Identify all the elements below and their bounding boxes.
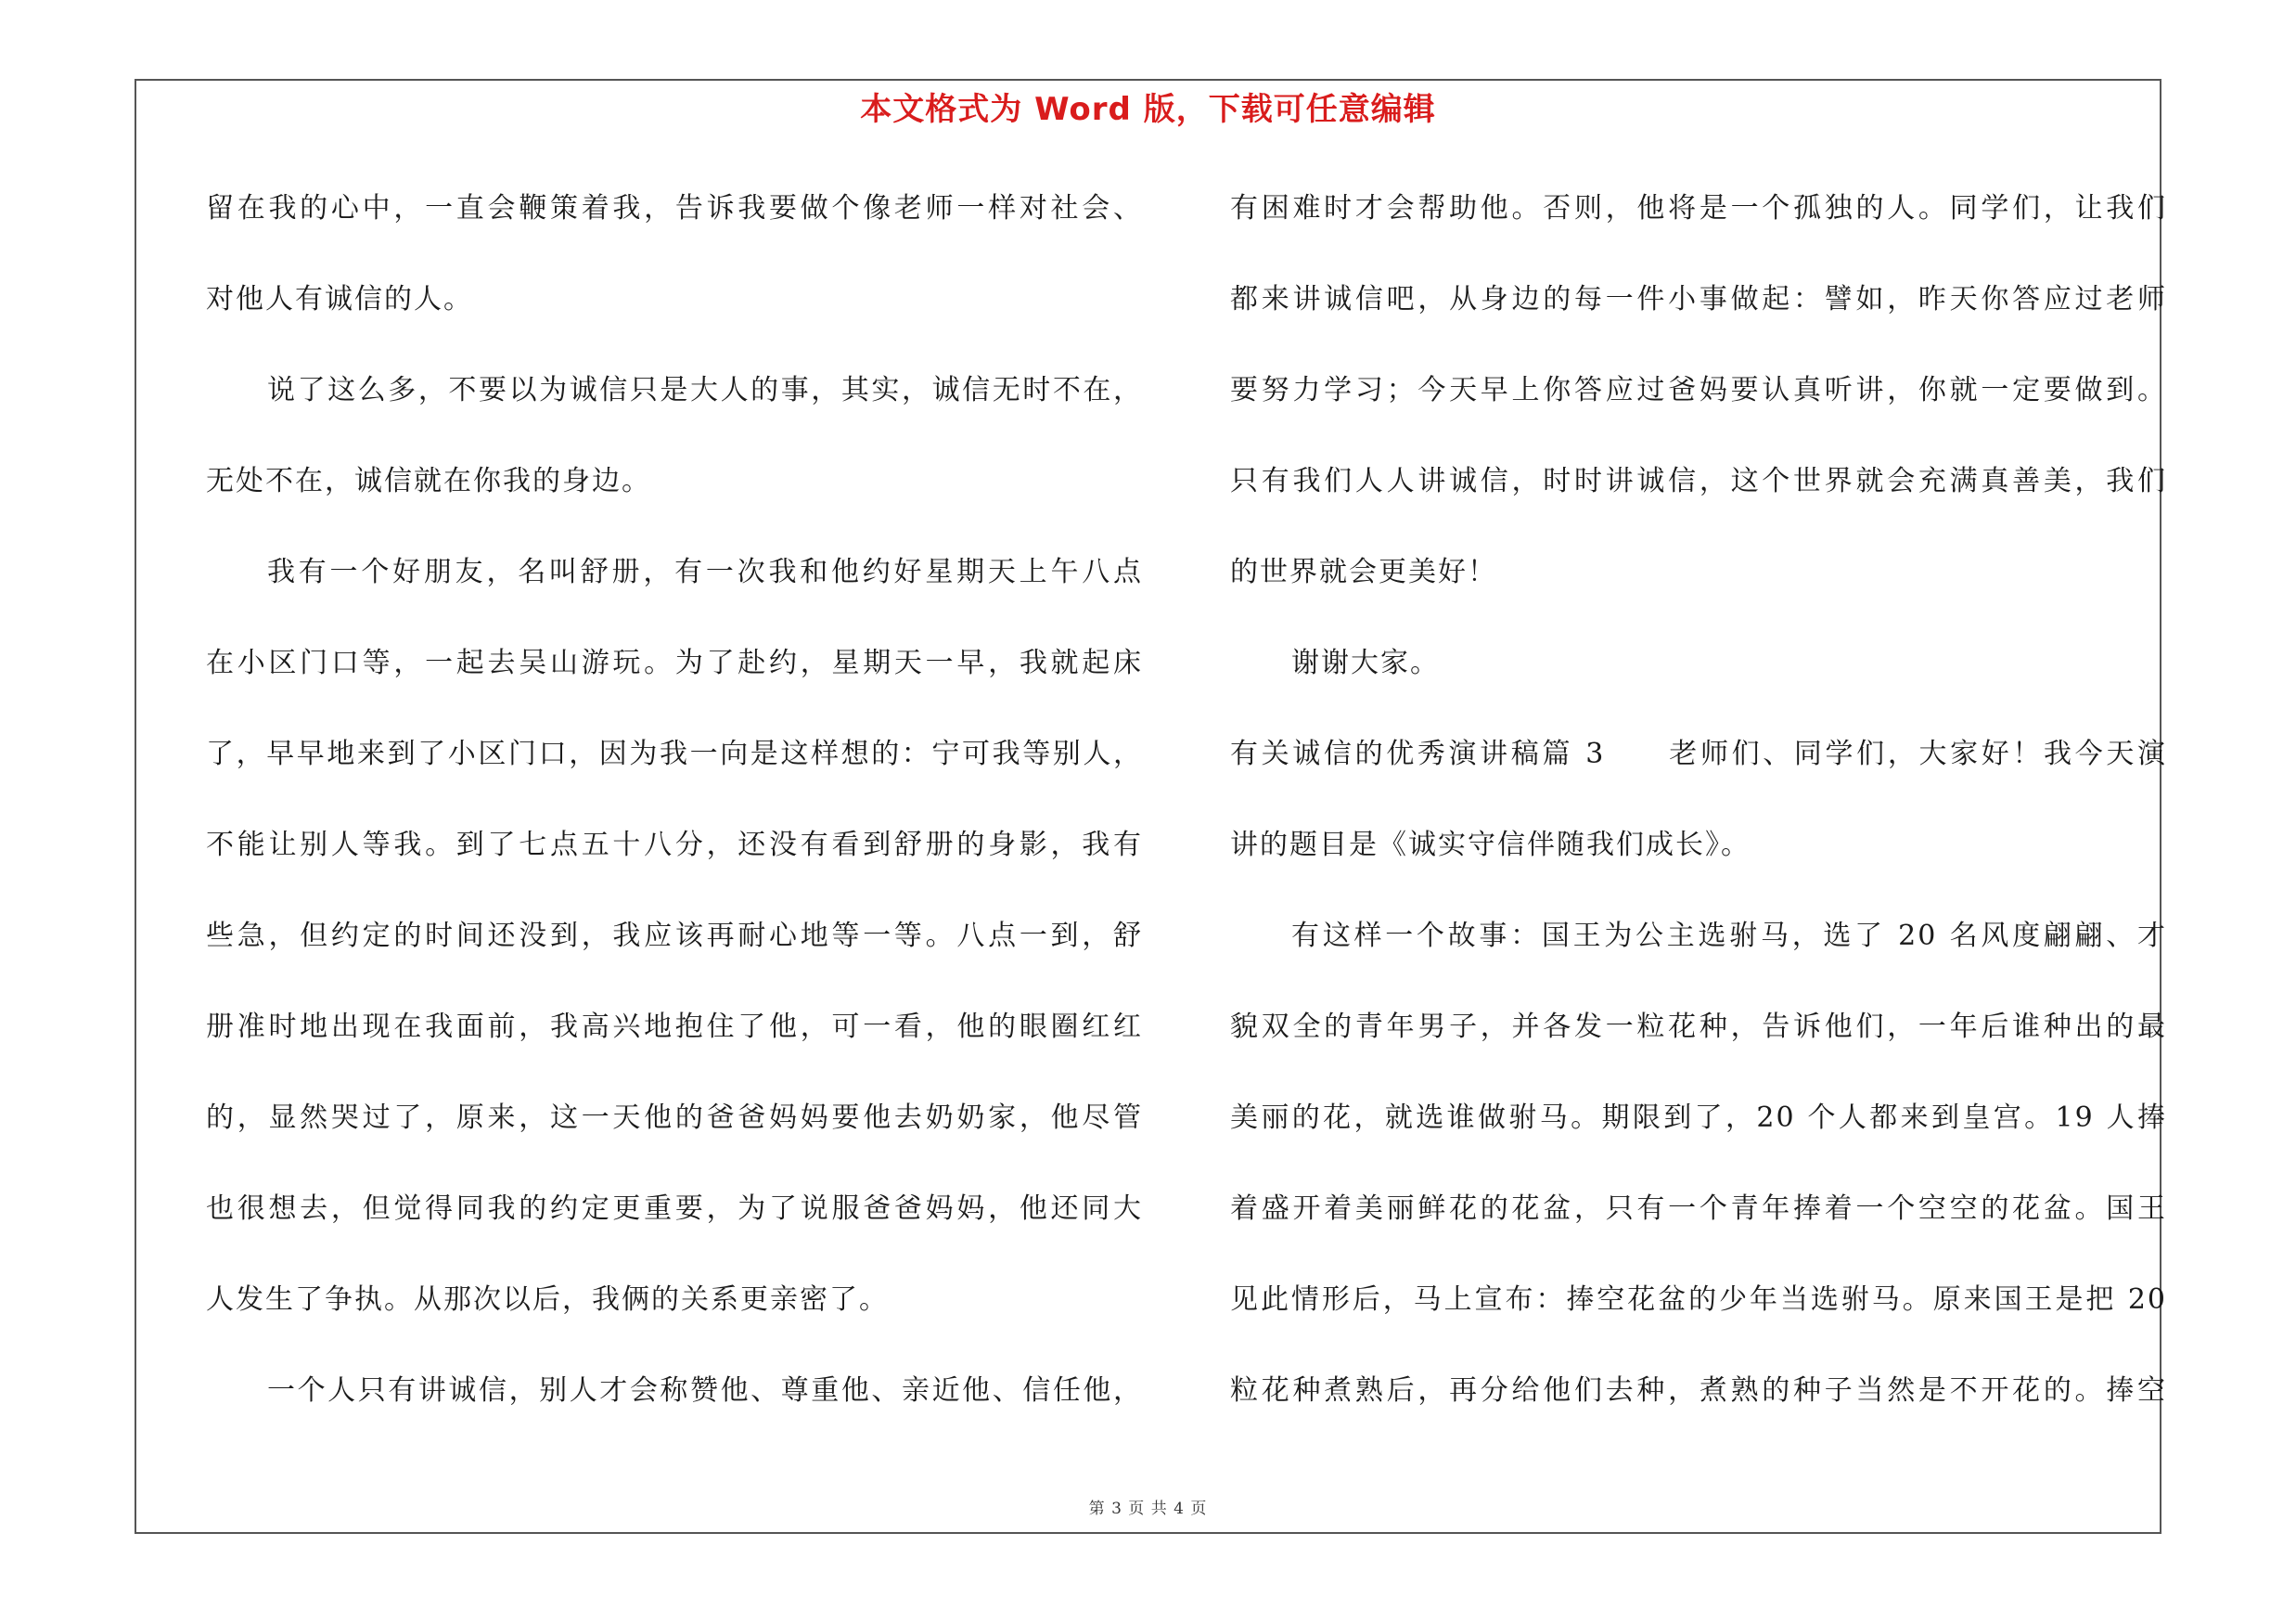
text-line: 都来讲诚信吧，从身边的每一件小事做起：譬如，昨天你答应过老师: [1230, 283, 2167, 316]
text-line: 美丽的花，就选谁做驸马。期限到了，20 个人都来到皇宫。19 人捧: [1230, 1101, 2167, 1134]
text-line: 说了这么多，不要以为诚信只是大人的事，其实，诚信无时不在，: [267, 374, 1143, 406]
text-line: 的世界就会更美好！: [1230, 556, 1497, 588]
page-number-footer: 第 3 页 共 4 页: [1088, 1500, 1208, 1518]
text-line: 在小区门口等，一起去吴山游玩。为了赴约，星期天一早，我就起床: [206, 647, 1143, 679]
text-line: 人发生了争执。从那次以后，我俩的关系更亲密了。: [206, 1283, 889, 1316]
text-line: 着盛开着美丽鲜花的花盆，只有一个青年捧着一个空空的花盆。国王: [1230, 1192, 2167, 1225]
text-line: 有关诚信的优秀演讲稿篇 3 老师们、同学们，大家好！我今天演: [1230, 738, 2167, 770]
text-line: 我有一个好朋友，名叫舒册，有一次我和他约好星期天上午八点: [267, 556, 1143, 588]
text-line: 只有我们人人讲诚信，时时讲诚信，这个世界就会充满真善美，我们: [1230, 465, 2167, 497]
text-line: 粒花种煮熟后，再分给他们去种，煮熟的种子当然是不开花的。捧空: [1230, 1374, 2167, 1407]
text-line: 对他人有诚信的人。: [206, 283, 473, 316]
text-line: 貌双全的青年男子，并各发一粒花种，告诉他们，一年后谁种出的最: [1230, 1011, 2167, 1043]
text-line: 的，显然哭过了，原来，这一天他的爸爸妈妈要他去奶奶家，他尽管: [206, 1101, 1143, 1134]
text-line: 有困难时才会帮助他。否则，他将是一个孤独的人。同学们，让我们: [1230, 192, 2167, 225]
text-line: 了，早早地来到了小区门口，因为我一向是这样想的：宁可我等别人，: [206, 738, 1143, 770]
text-line: 不能让别人等我。到了七点五十八分，还没有看到舒册的身影，我有: [206, 829, 1143, 861]
right-text-column: [1230, 181, 2167, 1454]
format-notice-banner: 本文格式为 Word 版，下载可任意编辑: [860, 91, 1436, 128]
text-line: 谢谢大家。: [1291, 647, 1440, 679]
text-line: 有这样一个故事：国王为公主选驸马，选了 20 名风度翩翩、才: [1291, 920, 2167, 952]
text-line: 些急，但约定的时间还没到，我应该再耐心地等一等。八点一到，舒: [206, 920, 1143, 952]
text-line: 留在我的心中，一直会鞭策着我，告诉我要做个像老师一样对社会、: [206, 192, 1143, 225]
text-line: 一个人只有讲诚信，别人才会称赞他、尊重他、亲近他、信任他，: [267, 1374, 1143, 1407]
text-line: 册准时地出现在我面前，我高兴地抱住了他，可一看，他的眼圈红红: [206, 1011, 1143, 1043]
left-text-column: [206, 181, 1143, 1454]
text-line: 要努力学习；今天早上你答应过爸妈要认真听讲，你就一定要做到。: [1230, 374, 2167, 406]
text-line: 讲的题目是《诚实守信伴随我们成长》。: [1230, 829, 1751, 861]
text-line: 见此情形后，马上宣布：捧空花盆的少年当选驸马。原来国王是把 20: [1230, 1283, 2167, 1316]
text-line: 无处不在，诚信就在你我的身边。: [206, 465, 651, 497]
text-line: 也很想去，但觉得同我的约定更重要，为了说服爸爸妈妈，他还同大: [206, 1192, 1143, 1225]
